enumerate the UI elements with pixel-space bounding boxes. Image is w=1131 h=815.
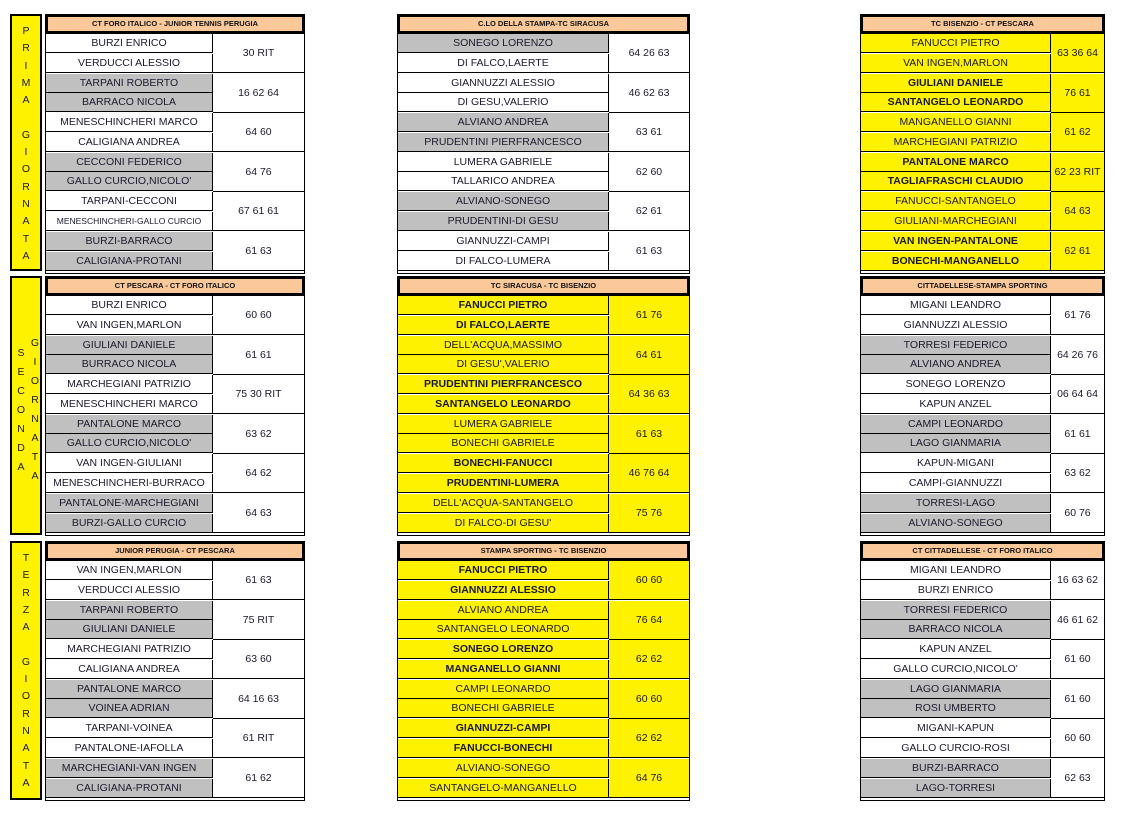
- player-name: VAN INGEN,MARLON: [861, 54, 1051, 73]
- player-name: GALLO CURCIO,NICOLO': [46, 434, 213, 453]
- player-name: DI FALCO,LAERTE: [398, 316, 609, 335]
- player-name: KAPUN ANZEL: [861, 395, 1051, 414]
- player-name: GALLO CURCIO,NICOLO': [861, 660, 1051, 679]
- player-name: ALVIANO ANDREA: [398, 113, 609, 132]
- match-score: 67 61 61: [213, 192, 304, 231]
- player-name: MENESCHINCHERI-BURRACO: [46, 474, 213, 493]
- match-score: 06 64 64: [1051, 375, 1104, 414]
- match-score: 64 26 63: [609, 34, 689, 73]
- player-name: DI GESU',VALERIO: [398, 355, 609, 374]
- match-score: 64 61: [609, 336, 689, 375]
- player-name: TARPANI ROBERTO: [46, 601, 213, 620]
- player-name: PANTALONE-IAFOLLA: [46, 739, 213, 758]
- player-name: PRUDENTINI-LUMERA: [398, 474, 609, 493]
- match-row: [398, 375, 689, 414]
- match-row: [861, 680, 1104, 719]
- match-score: 75 30 RIT: [213, 375, 304, 414]
- match-score: 61 63: [213, 232, 304, 271]
- round-label-letter: I: [24, 59, 28, 72]
- player-name: KAPUN-MIGANI: [861, 454, 1051, 473]
- match-score: 61 76: [609, 296, 689, 335]
- match-score: 30 RIT: [213, 34, 304, 73]
- match-block: [860, 541, 1105, 801]
- player-name: TAGLIAFRASCHI CLAUDIO: [861, 172, 1051, 191]
- player-name: SANTANGELO LEONARDO: [861, 93, 1051, 112]
- round-label-letter: O: [21, 163, 31, 176]
- player-name: GIANNUZZI-CAMPI: [398, 232, 609, 251]
- match-score: 64 60: [213, 113, 304, 152]
- match-block: [860, 276, 1105, 536]
- match-score: 62 60: [609, 153, 689, 192]
- match-row: [46, 375, 304, 414]
- player-name: GIULIANI DANIELE: [861, 74, 1051, 93]
- round-label-letter: T: [22, 552, 30, 564]
- player-name: TARPANI-VOINEA: [46, 719, 213, 738]
- player-name: BONECHI-FANUCCI: [398, 454, 609, 473]
- player-name: FANUCCI-SANTANGELO: [861, 192, 1051, 211]
- match-row: [46, 232, 304, 271]
- match-block: [397, 276, 690, 536]
- match-title: CT FORO ITALICO - JUNIOR TENNIS PERUGIA: [45, 14, 305, 34]
- match-score: 62 62: [609, 640, 689, 679]
- player-name: MARCHEGIANI-VAN INGEN: [46, 759, 213, 778]
- player-name: MARCHEGIANI PATRIZIO: [46, 640, 213, 659]
- player-name: TARPANI ROBERTO: [46, 74, 213, 93]
- player-name: LAGO GIANMARIA: [861, 680, 1051, 699]
- match-row: [861, 561, 1104, 600]
- match-score: 63 60: [213, 640, 304, 679]
- player-name: BURRACO NICOLA: [46, 355, 213, 374]
- round-label-band: [10, 541, 42, 800]
- player-name: BURZI ENRICO: [861, 581, 1051, 600]
- player-name: VAN INGEN-GIULIANI: [46, 454, 213, 473]
- player-name: BURZI ENRICO: [46, 34, 213, 53]
- player-name: TORRESI-LAGO: [861, 494, 1051, 513]
- player-name: BARRACO NICOLA: [46, 93, 213, 112]
- match-table: [860, 561, 1105, 801]
- player-name: PANTALONE MARCO: [46, 415, 213, 434]
- match-row: [46, 719, 304, 758]
- player-name: VAN INGEN,MARLON: [46, 316, 213, 335]
- player-name: BURZI ENRICO: [46, 296, 213, 315]
- match-row: [398, 561, 689, 600]
- round-label-letter: E: [22, 569, 30, 582]
- player-name: MANGANELLO GIANNI: [861, 113, 1051, 132]
- round-label-letter: A: [17, 461, 25, 473]
- match-score: 64 16 63: [213, 680, 304, 719]
- player-name: PRUDENTINI PIERFRANCESCO: [398, 133, 609, 152]
- player-name: FANUCCI-BONECHI: [398, 739, 609, 758]
- match-score: 64 26 76: [1051, 336, 1104, 375]
- player-name: BONECHI GABRIELE: [398, 699, 609, 718]
- round-label-letter: I: [33, 356, 37, 368]
- player-name: CALIGIANA-PROTANI: [46, 779, 213, 798]
- match-row: [861, 494, 1104, 533]
- match-score: 62 61: [1051, 232, 1104, 271]
- round-label-letter: A: [22, 776, 30, 789]
- match-score: 61 60: [1051, 680, 1104, 719]
- match-row: [861, 192, 1104, 231]
- match-row: [46, 74, 304, 113]
- match-score: 75 RIT: [213, 601, 304, 640]
- round-label-letter: T: [22, 232, 30, 245]
- round-label-letter: A: [22, 621, 30, 634]
- player-name: TORRESI FEDERICO: [861, 601, 1051, 620]
- match-row: [46, 415, 304, 454]
- match-row: [46, 153, 304, 192]
- match-row: [861, 375, 1104, 414]
- match-score: 60 76: [1051, 494, 1104, 533]
- player-name: PANTALONE-MARCHEGIANI: [46, 494, 213, 513]
- round-label-letter: A: [31, 432, 39, 444]
- round-label-band: [10, 14, 42, 271]
- match-row: [398, 494, 689, 533]
- match-row: [861, 336, 1104, 375]
- player-name: GIULIANI DANIELE: [46, 336, 213, 355]
- player-name: MANGANELLO GIANNI: [398, 660, 609, 679]
- player-name: SANTANGELO-MANGANELLO: [398, 779, 609, 798]
- match-score: 46 61 62: [1051, 601, 1104, 640]
- match-block: [45, 541, 305, 801]
- round-label-letter: N: [17, 423, 25, 435]
- match-score: 61 63: [213, 561, 304, 600]
- player-name: FANUCCI PIETRO: [861, 34, 1051, 53]
- round-label-letter: A: [31, 470, 39, 482]
- match-score: 16 62 64: [213, 74, 304, 113]
- player-name: CAMPI LEONARDO: [398, 680, 609, 699]
- player-name: LAGO GIANMARIA: [861, 434, 1051, 453]
- match-row: [46, 34, 304, 73]
- round-label-letter: A: [22, 742, 30, 755]
- match-block: [45, 276, 305, 536]
- match-score: 63 62: [213, 415, 304, 454]
- round-label-letter: D: [17, 442, 25, 454]
- match-row: [46, 192, 304, 231]
- player-name: SANTANGELO LEONARDO: [398, 620, 609, 639]
- player-name: BURZI-GALLO CURCIO: [46, 514, 213, 533]
- match-table: [45, 34, 305, 274]
- match-score: 61 60: [1051, 640, 1104, 679]
- match-title: CT CITTADELLESE - CT FORO ITALICO: [860, 541, 1105, 561]
- player-name: ALVIANO-SONEGO: [398, 759, 609, 778]
- round-label-letter: N: [22, 725, 30, 737]
- round-label-letter: T: [31, 451, 39, 463]
- round-label-letter: O: [30, 375, 40, 387]
- match-row: [398, 232, 689, 271]
- match-table: [860, 34, 1105, 274]
- player-name: FANUCCI PIETRO: [398, 296, 609, 315]
- match-row: [398, 759, 689, 798]
- match-title: CT PESCARA - CT FORO ITALICO: [45, 276, 305, 296]
- player-name: CAMPI LEONARDO: [861, 415, 1051, 434]
- round-label-letter: N: [31, 413, 39, 425]
- round-label-letter: M: [21, 76, 31, 89]
- player-name: VERDUCCI ALESSIO: [46, 54, 213, 73]
- match-row: [46, 680, 304, 719]
- match-row: [861, 296, 1104, 335]
- player-name: VOINEA ADRIAN: [46, 699, 213, 718]
- match-score: 64 76: [213, 153, 304, 192]
- round-label-letter: A: [22, 215, 30, 228]
- player-name: GALLO CURCIO,NICOLO': [46, 172, 213, 191]
- match-score: 61 62: [213, 759, 304, 798]
- round-label-letter: G: [30, 337, 40, 349]
- match-row: [398, 640, 689, 679]
- match-score: 76 64: [609, 601, 689, 640]
- round-label-letter: O: [16, 404, 26, 416]
- match-score: 60 60: [1051, 719, 1104, 758]
- match-row: [46, 640, 304, 679]
- match-score: 62 63: [1051, 759, 1104, 798]
- match-score: 16 63 62: [1051, 561, 1104, 600]
- match-block: [860, 14, 1105, 274]
- player-name: CALIGIANA ANDREA: [46, 660, 213, 679]
- match-row: [861, 759, 1104, 798]
- player-name: ROSI UMBERTO: [861, 699, 1051, 718]
- round-label-letter: R: [22, 707, 30, 720]
- match-table: [45, 561, 305, 801]
- player-name: GIANNUZZI-CAMPI: [398, 719, 609, 738]
- match-row: [398, 34, 689, 73]
- player-name: CALIGIANA ANDREA: [46, 133, 213, 152]
- round-label-letter: A: [22, 249, 30, 262]
- player-name: SONEGO LORENZO: [398, 640, 609, 659]
- player-name: CECCONI FEDERICO: [46, 153, 213, 172]
- match-row: [398, 336, 689, 375]
- player-name: DELL'ACQUA,MASSIMO: [398, 336, 609, 355]
- player-name: GALLO CURCIO-ROSI: [861, 739, 1051, 758]
- player-name: PANTALONE MARCO: [861, 153, 1051, 172]
- player-name: PRUDENTINI PIERFRANCESCO: [398, 375, 609, 394]
- player-name: ALVIANO-SONEGO: [861, 514, 1051, 533]
- match-score: 62 23 RIT: [1051, 153, 1104, 192]
- player-name: BONECHI GABRIELE: [398, 434, 609, 453]
- match-table: [397, 296, 690, 536]
- match-row: [398, 113, 689, 152]
- player-name: DI FALCO-LUMERA: [398, 252, 609, 271]
- match-score: 61 62: [1051, 113, 1104, 152]
- match-row: [861, 719, 1104, 758]
- match-row: [46, 454, 304, 493]
- match-score: 64 63: [213, 494, 304, 533]
- player-name: LUMERA GABRIELE: [398, 153, 609, 172]
- match-title: TC SIRACUSA - TC BISENZIO: [397, 276, 690, 296]
- round-label-letter: A: [22, 94, 30, 107]
- player-name: FANUCCI PIETRO: [398, 561, 609, 580]
- player-name: LUMERA GABRIELE: [398, 415, 609, 434]
- player-name: SONEGO LORENZO: [861, 375, 1051, 394]
- player-name: ALVIANO ANDREA: [398, 601, 609, 620]
- round-label-letter: R: [22, 180, 30, 193]
- round-label-letter: G: [21, 128, 31, 141]
- player-name: BONECHI-MANGANELLO: [861, 252, 1051, 271]
- player-name: ALVIANO ANDREA: [861, 355, 1051, 374]
- player-name: GIULIANI DANIELE: [46, 620, 213, 639]
- match-table: [860, 296, 1105, 536]
- player-name: VAN INGEN,MARLON: [46, 561, 213, 580]
- player-name: BARRACO NICOLA: [861, 620, 1051, 639]
- player-name: LAGO-TORRESI: [861, 779, 1051, 798]
- match-title: CITTADELLESE-STAMPA SPORTING: [860, 276, 1105, 296]
- match-row: [46, 759, 304, 798]
- player-name: GIANNUZZI ALESSIO: [861, 316, 1051, 335]
- round-label-letter: N: [22, 198, 30, 210]
- round-label-letter: T: [22, 759, 30, 772]
- round-label-letter: I: [24, 146, 28, 159]
- match-row: [398, 719, 689, 758]
- match-row: [398, 415, 689, 454]
- match-score: 61 76: [1051, 296, 1104, 335]
- match-row: [398, 296, 689, 335]
- match-score: 61 63: [609, 415, 689, 454]
- match-title: JUNIOR PERUGIA - CT PESCARA: [45, 541, 305, 561]
- match-title: C.LO DELLA STAMPA-TC SIRACUSA: [397, 14, 690, 34]
- match-row: [861, 74, 1104, 113]
- player-name: VERDUCCI ALESSIO: [46, 581, 213, 600]
- match-table: [397, 34, 690, 274]
- match-row: [398, 601, 689, 640]
- player-name: CAMPI-GIANNUZZI: [861, 474, 1051, 493]
- match-score: 60 60: [213, 296, 304, 335]
- player-name: TORRESI FEDERICO: [861, 336, 1051, 355]
- match-score: 64 76: [609, 759, 689, 798]
- match-score: 46 62 63: [609, 74, 689, 113]
- player-name: BURZI-BARRACO: [46, 232, 213, 251]
- round-label-letter: Z: [22, 603, 30, 616]
- player-name: TARPANI-CECCONI: [46, 192, 213, 211]
- match-block: [45, 14, 305, 274]
- player-name: TALLARICO ANDREA: [398, 172, 609, 191]
- player-name: MENESCHINCHERI-GALLO CURCIO: [46, 212, 213, 231]
- match-row: [46, 601, 304, 640]
- match-score: 60 60: [609, 561, 689, 600]
- match-score: 63 62: [1051, 454, 1104, 493]
- match-score: 64 62: [213, 454, 304, 493]
- match-row: [398, 454, 689, 493]
- player-name: PANTALONE MARCO: [46, 680, 213, 699]
- player-name: CALIGIANA-PROTANI: [46, 252, 213, 271]
- match-score: 60 60: [609, 680, 689, 719]
- player-name: MENESCHINCHERI MARCO: [46, 395, 213, 414]
- match-row: [861, 640, 1104, 679]
- match-table: [397, 561, 690, 801]
- match-row: [46, 113, 304, 152]
- match-table: [45, 296, 305, 536]
- match-title: STAMPA SPORTING - TC BISENZIO: [397, 541, 690, 561]
- player-name: MIGANI LEANDRO: [861, 296, 1051, 315]
- match-row: [398, 74, 689, 113]
- round-label-letter: I: [24, 673, 28, 686]
- player-name: GIANNUZZI ALESSIO: [398, 74, 609, 93]
- round-label-band: [10, 276, 42, 535]
- match-score: 61 63: [609, 232, 689, 271]
- match-row: [398, 680, 689, 719]
- round-label-letter: R: [22, 42, 30, 55]
- round-label-letter: G: [21, 655, 31, 668]
- player-name: DI GESU,VALERIO: [398, 93, 609, 112]
- match-row: [398, 192, 689, 231]
- match-block: [397, 541, 690, 801]
- player-name: VAN INGEN-PANTALONE: [861, 232, 1051, 251]
- match-score: 62 62: [609, 719, 689, 758]
- round-label-letter: O: [21, 690, 31, 703]
- match-row: [398, 153, 689, 192]
- match-score: 61 RIT: [213, 719, 304, 758]
- player-name: MIGANI-KAPUN: [861, 719, 1051, 738]
- player-name: ALVIANO-SONEGO: [398, 192, 609, 211]
- match-row: [46, 296, 304, 335]
- match-row: [46, 494, 304, 533]
- player-name: PRUDENTINI-DI GESU: [398, 212, 609, 231]
- player-name: GIULIANI-MARCHEGIANI: [861, 212, 1051, 231]
- match-score: 64 36 63: [609, 375, 689, 414]
- match-score: 63 61: [609, 113, 689, 152]
- match-row: [861, 232, 1104, 271]
- round-label-letter: C: [17, 385, 25, 397]
- match-row: [861, 153, 1104, 192]
- match-score: 63 36 64: [1051, 34, 1104, 73]
- match-row: [861, 601, 1104, 640]
- match-score: 75 76: [609, 494, 689, 533]
- player-name: GIANNUZZI ALESSIO: [398, 581, 609, 600]
- player-name: MARCHEGIANI PATRIZIO: [861, 133, 1051, 152]
- round-label-letter: R: [31, 394, 39, 406]
- match-row: [861, 454, 1104, 493]
- match-row: [861, 34, 1104, 73]
- match-block: [397, 14, 690, 274]
- round-label-letter: E: [17, 366, 25, 378]
- player-name: MARCHEGIANI PATRIZIO: [46, 375, 213, 394]
- player-name: SANTANGELO LEONARDO: [398, 395, 609, 414]
- match-score: 46 76 64: [609, 454, 689, 493]
- player-name: DI FALCO-DI GESU': [398, 514, 609, 533]
- player-name: MIGANI LEANDRO: [861, 561, 1051, 580]
- player-name: KAPUN ANZEL: [861, 640, 1051, 659]
- player-name: SONEGO LORENZO: [398, 34, 609, 53]
- player-name: BURZI-BARRACO: [861, 759, 1051, 778]
- player-name: DI FALCO,LAERTE: [398, 54, 609, 73]
- match-score: 61 61: [213, 336, 304, 375]
- round-label-letter: R: [22, 586, 30, 599]
- round-label-letter: S: [17, 347, 25, 359]
- match-row: [46, 561, 304, 600]
- player-name: DELL'ACQUA-SANTANGELO: [398, 494, 609, 513]
- match-row: [861, 113, 1104, 152]
- round-label-letter: P: [22, 25, 30, 37]
- match-score: 62 61: [609, 192, 689, 231]
- match-score: 61 61: [1051, 415, 1104, 454]
- match-row: [46, 336, 304, 375]
- match-score: 76 61: [1051, 74, 1104, 113]
- match-score: 64 63: [1051, 192, 1104, 231]
- player-name: MENESCHINCHERI MARCO: [46, 113, 213, 132]
- match-row: [861, 415, 1104, 454]
- match-title: TC BISENZIO - CT PESCARA: [860, 14, 1105, 34]
